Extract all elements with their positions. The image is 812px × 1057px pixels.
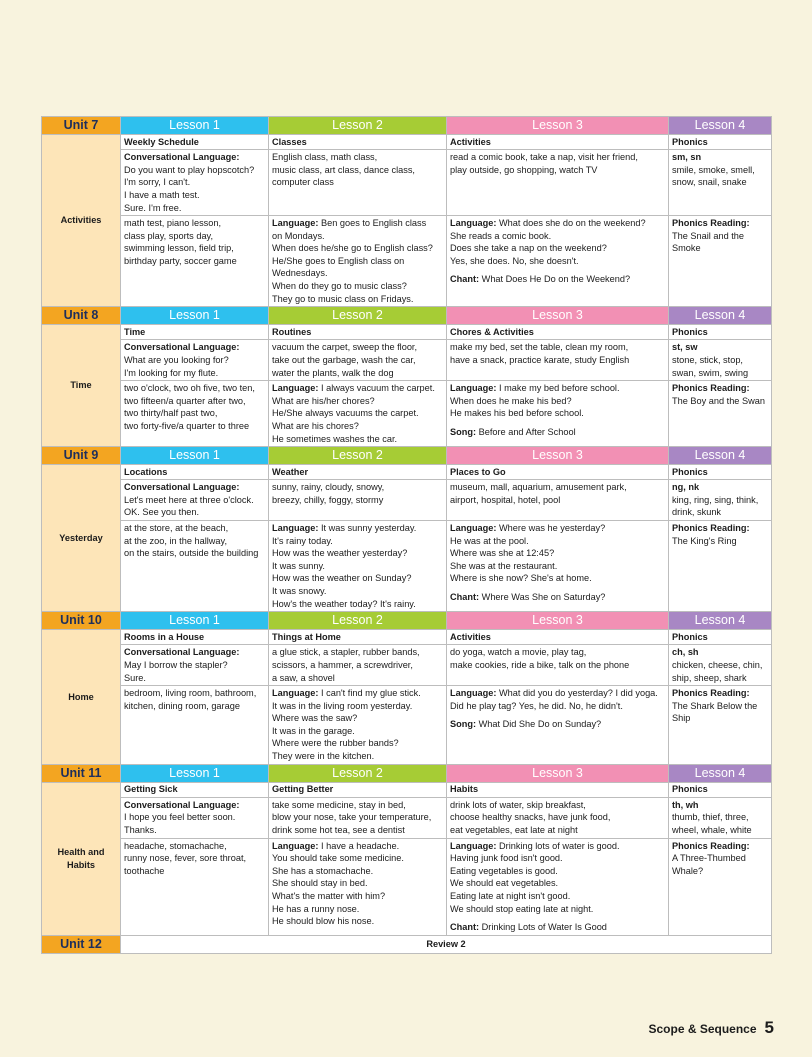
cell-line: Do you want to play hopscotch? — [124, 164, 255, 175]
lesson-header-4: Lesson 4 — [669, 307, 772, 325]
cell-line: Where is she now? She's at home. — [450, 573, 592, 584]
cell-heading: Conversational Language: — [124, 799, 240, 810]
cell-line: music class, art class, dance class, — [272, 164, 415, 175]
page-number: 5 — [764, 1018, 774, 1037]
lesson2-vocabulary — [269, 645, 447, 686]
lesson-header-1: Lesson 1 — [121, 307, 269, 325]
lesson3-language — [447, 381, 669, 447]
cell-line: Before and After School — [476, 426, 576, 437]
cell-heading: Language: — [272, 383, 319, 394]
cell-heading: Language: — [450, 523, 497, 534]
cell-heading: st, sw — [672, 342, 698, 353]
cell-heading: Conversational Language: — [124, 152, 240, 163]
cell-line: I'm looking for my flute. — [124, 367, 219, 378]
cell-line: What Did She Do on Sunday? — [476, 719, 602, 730]
table-body — [42, 117, 772, 954]
cell-heading: Chant: — [450, 592, 480, 602]
cell-line: water the plants, walk the dog — [272, 367, 394, 378]
lesson2-language — [269, 521, 447, 612]
cell-line: wheel, whale, white — [672, 824, 752, 835]
cell-line: He/She goes to English class on — [272, 255, 405, 266]
cell-line: He sometimes washes the car. — [272, 433, 398, 444]
cell-heading: Language: — [272, 840, 319, 851]
lesson-header-2: Lesson 2 — [269, 612, 447, 630]
cell-line: smile, smoke, smell, — [672, 164, 755, 175]
lesson-title: Phonics — [669, 782, 772, 797]
cell-line: What does she do on the weekend? — [496, 218, 646, 229]
lesson1-conversation — [121, 480, 269, 521]
cell-line: Eating vegetables is good. — [450, 865, 558, 876]
lesson-header-1: Lesson 1 — [121, 447, 269, 465]
cell-line: swan, swim, swing — [672, 367, 749, 378]
unit-theme: Yesterday — [42, 465, 121, 612]
lesson3-vocabulary — [447, 340, 669, 381]
cell-line: sunny, rainy, cloudy, snowy, — [272, 482, 385, 493]
content-row — [42, 480, 772, 521]
cell-line: breezy, chilly, foggy, stormy — [272, 494, 384, 505]
lesson3-language — [447, 686, 669, 765]
lesson-header-4: Lesson 4 — [669, 764, 772, 782]
cell-line: ship, sheep, shark — [672, 672, 747, 683]
cell-line: make cookies, ride a bike, talk on the phone — [450, 659, 630, 670]
cell-line: We should stop eating late at night. — [450, 903, 594, 914]
lesson2-language — [269, 686, 447, 765]
lesson3-language — [447, 216, 669, 307]
unit-label: Unit 10 — [42, 612, 121, 630]
cell-line: Ship — [672, 713, 691, 724]
cell-line: Where was he yesterday? — [496, 523, 606, 534]
content-row — [42, 340, 772, 381]
cell-line: I'm sorry, I can't. — [124, 177, 191, 188]
lesson4-phonics — [669, 645, 772, 686]
cell-line: Thanks. — [124, 824, 157, 835]
lesson1-vocabulary — [121, 216, 269, 307]
cell-line: runny nose, fever, sore throat, — [124, 853, 247, 864]
cell-line: It was sunny. — [272, 560, 325, 571]
cell-line: I can't find my glue stick. — [318, 688, 421, 699]
cell-line: Whale? — [672, 865, 704, 876]
unit-header-row — [42, 307, 772, 325]
cell-line: at the store, at the beach, — [124, 523, 229, 534]
cell-line: Where was the saw? — [272, 713, 358, 724]
cell-line: How was the weather yesterday? — [272, 548, 408, 559]
lesson1-vocabulary — [121, 381, 269, 447]
cell-line: The King's Ring — [672, 535, 737, 546]
cell-line: It was in the living room yesterday. — [272, 700, 413, 711]
cell-line: chicken, cheese, chin, — [672, 659, 763, 670]
cell-line: drink some hot tea, see a dentist — [272, 824, 405, 835]
cell-line: She should stay in bed. — [272, 878, 368, 889]
chant-or-song — [450, 273, 665, 286]
cell-heading: Phonics Reading: — [672, 523, 750, 534]
lesson-header-3: Lesson 3 — [447, 764, 669, 782]
lesson2-language — [269, 381, 447, 447]
unit-label: Unit 11 — [42, 764, 121, 782]
cell-line: I have a headache. — [318, 840, 400, 851]
unit-header-row — [42, 764, 772, 782]
cell-heading: Language: — [450, 840, 497, 851]
chant-or-song — [450, 718, 665, 731]
unit-label: Unit 7 — [42, 117, 121, 135]
cell-line: It was sunny yesterday. — [318, 523, 417, 534]
cell-line: eat vegetables, eat late at night — [450, 824, 578, 835]
cell-line: take out the garbage, wash the car, — [272, 354, 416, 365]
cell-line: museum, mall, aquarium, amusement park, — [450, 482, 627, 493]
lesson-header-3: Lesson 3 — [447, 117, 669, 135]
cell-line: She reads a comic book. — [450, 230, 552, 241]
cell-line: king, ring, sing, think, — [672, 494, 759, 505]
unit-label: Unit 8 — [42, 307, 121, 325]
lesson-title: Phonics — [669, 325, 772, 340]
cell-heading: Conversational Language: — [124, 342, 240, 353]
lesson2-language — [269, 838, 447, 935]
cell-line: May I borrow the stapler? — [124, 659, 228, 670]
lesson-header-3: Lesson 3 — [447, 307, 669, 325]
cell-line: Having junk food isn't good. — [450, 853, 563, 864]
lesson3-language — [447, 521, 669, 612]
lesson4-phonics-reading — [669, 216, 772, 307]
lesson-title: Places to Go — [447, 465, 669, 480]
footer-label: Scope & Sequence — [648, 1022, 757, 1036]
cell-heading: Song: — [450, 426, 477, 437]
cell-line: bedroom, living room, bathroom, — [124, 688, 257, 699]
cell-line: Where was she at 12:45? — [450, 548, 555, 559]
content-row — [42, 645, 772, 686]
cell-line: He should blow his nose. — [272, 916, 375, 927]
cell-heading: Conversational Language: — [124, 482, 240, 493]
cell-line: Sure. — [124, 672, 146, 683]
cell-line: vacuum the carpet, sweep the floor, — [272, 342, 418, 353]
cell-line: The Shark Below the — [672, 700, 758, 711]
content-row — [42, 150, 772, 216]
cell-line: Where were the rubber bands? — [272, 738, 399, 749]
cell-line: She was at the restaurant. — [450, 560, 558, 571]
unit-label: Unit 9 — [42, 447, 121, 465]
lesson-header-2: Lesson 2 — [269, 447, 447, 465]
lesson-title: Phonics — [669, 465, 772, 480]
lesson1-vocabulary — [121, 521, 269, 612]
cell-line: two forty-five/a quarter to three — [124, 420, 250, 431]
lesson-title-row — [42, 630, 772, 645]
lesson-title: Time — [121, 325, 269, 340]
unit-theme: Activities — [42, 135, 121, 307]
chant-or-song — [450, 591, 665, 604]
unit-theme: Time — [42, 325, 121, 447]
cell-line: She has a stomachache. — [272, 865, 374, 876]
cell-heading: Phonics Reading: — [672, 840, 750, 851]
cell-line: swimming lesson, field trip, — [124, 243, 234, 254]
cell-line: play outside, go shopping, watch TV — [450, 164, 598, 175]
lesson2-vocabulary — [269, 340, 447, 381]
cell-line: A Three-Thumbed — [672, 853, 746, 864]
lesson2-vocabulary — [269, 480, 447, 521]
cell-line: read a comic book, take a nap, visit her friend, — [450, 152, 638, 163]
lesson-header-1: Lesson 1 — [121, 764, 269, 782]
cell-line: Does she take a nap on the weekend? — [450, 243, 607, 254]
cell-line: He has a runny nose. — [272, 903, 360, 914]
lesson-header-2: Lesson 2 — [269, 307, 447, 325]
cell-line: on the stairs, outside the building — [124, 548, 259, 559]
unit-theme: Home — [42, 630, 121, 764]
cell-line: Wednesdays. — [272, 268, 328, 279]
lesson-title-row — [42, 135, 772, 150]
cell-heading: Chant: — [450, 274, 480, 285]
cell-line: have a snack, practice karate, study English — [450, 354, 630, 365]
cell-line: two o'clock, two oh five, two ten, — [124, 383, 255, 394]
lesson-title-row — [42, 782, 772, 797]
review-label: Review 2 — [121, 935, 772, 953]
lesson-title: Things at Home — [269, 630, 447, 645]
cell-line: What Does He Do on the Weekend? — [479, 274, 631, 285]
lesson2-language — [269, 216, 447, 307]
lesson4-phonics — [669, 797, 772, 838]
page-footer — [648, 1018, 774, 1038]
lesson4-phonics — [669, 340, 772, 381]
content-row — [42, 838, 772, 935]
cell-line: They go to music class on Fridays. — [272, 293, 414, 304]
chant-or-song — [450, 921, 665, 934]
cell-line: We should eat vegetables. — [450, 878, 559, 889]
cell-line: Sure. I'm free. — [124, 202, 182, 213]
cell-line: You should take some medicine. — [272, 853, 404, 864]
unit-label: Unit 12 — [42, 935, 121, 953]
cell-heading: Chant: — [450, 922, 480, 933]
cell-line: I always vacuum the carpet. — [318, 383, 435, 394]
cell-line: on Mondays. — [272, 230, 325, 241]
unit-header-row — [42, 447, 772, 465]
unit-header-row — [42, 612, 772, 630]
cell-line: birthday party, soccer game — [124, 255, 237, 266]
lesson2-vocabulary — [269, 150, 447, 216]
lesson-title: Getting Better — [269, 782, 447, 797]
lesson1-conversation — [121, 150, 269, 216]
cell-line: What are his/her chores? — [272, 395, 375, 406]
lesson4-phonics-reading — [669, 838, 772, 935]
lesson4-phonics-reading — [669, 381, 772, 447]
cell-line: thumb, thief, three, — [672, 812, 749, 823]
lesson-title: Weather — [269, 465, 447, 480]
cell-line: choose healthy snacks, have junk food, — [450, 812, 611, 823]
cell-line: math test, piano lesson, — [124, 218, 222, 229]
cell-line: make my bed, set the table, clean my room, — [450, 342, 629, 353]
unit-theme: Health and Habits — [42, 782, 121, 935]
lesson1-vocabulary — [121, 686, 269, 765]
cell-line: Where Was She on Saturday? — [479, 592, 606, 602]
lesson-title: Activities — [447, 630, 669, 645]
review-row — [42, 935, 772, 953]
cell-heading: Phonics Reading: — [672, 383, 750, 394]
cell-line: When does he/she go to English class? — [272, 243, 433, 254]
cell-line: two fifteen/a quarter after two, — [124, 395, 246, 406]
cell-line: How's the weather today? It's rainy. — [272, 598, 416, 609]
lesson-title: Getting Sick — [121, 782, 269, 797]
cell-line: I make my bed before school. — [496, 383, 620, 394]
unit-header-row — [42, 117, 772, 135]
lesson-header-3: Lesson 3 — [447, 612, 669, 630]
lesson-title: Locations — [121, 465, 269, 480]
cell-heading: th, wh — [672, 799, 699, 810]
lesson3-vocabulary — [447, 645, 669, 686]
cell-heading: Song: — [450, 719, 477, 730]
lesson1-conversation — [121, 340, 269, 381]
lesson2-vocabulary — [269, 797, 447, 838]
cell-line: What are you looking for? — [124, 354, 229, 365]
cell-line: What did you do yesterday? I did yoga. — [496, 688, 658, 699]
cell-line: Drinking lots of water is good. — [496, 840, 620, 851]
cell-line: Smoke — [672, 243, 701, 254]
cell-line: snow, snail, snake — [672, 177, 747, 188]
cell-line: When do they go to music class? — [272, 281, 407, 292]
cell-line: English class, math class, — [272, 152, 378, 163]
cell-line: It was in the garage. — [272, 725, 355, 736]
lesson-header-1: Lesson 1 — [121, 117, 269, 135]
lesson-title-row — [42, 325, 772, 340]
lesson1-conversation — [121, 645, 269, 686]
cell-line: The Boy and the Swan — [672, 395, 765, 406]
cell-heading: Language: — [450, 688, 497, 699]
cell-line: drink lots of water, skip breakfast, — [450, 799, 586, 810]
lesson3-language — [447, 838, 669, 935]
cell-heading: Language: — [450, 218, 497, 229]
cell-line: It was snowy. — [272, 586, 327, 596]
lesson3-vocabulary — [447, 480, 669, 521]
lesson-title: Routines — [269, 325, 447, 340]
cell-line: at the zoo, in the hallway, — [124, 535, 227, 546]
cell-line: Let's meet here at three o'clock. — [124, 494, 254, 505]
cell-line: He makes his bed before school. — [450, 408, 584, 419]
content-row — [42, 797, 772, 838]
cell-line: kitchen, dining room, garage — [124, 700, 240, 711]
lesson-header-3: Lesson 3 — [447, 447, 669, 465]
cell-heading: Conversational Language: — [124, 647, 240, 658]
lesson1-conversation — [121, 797, 269, 838]
cell-line: a saw, a shovel — [272, 672, 335, 683]
cell-line: scissors, a hammer, a screwdriver, — [272, 659, 413, 670]
cell-line: When does he make his bed? — [450, 395, 572, 406]
cell-line: two thirty/half past two, — [124, 408, 218, 419]
cell-line: Eating late at night isn't good. — [450, 890, 571, 901]
cell-line: He/She always vacuums the carpet. — [272, 408, 419, 419]
content-row — [42, 381, 772, 447]
cell-heading: Language: — [450, 383, 497, 394]
cell-heading: Phonics Reading: — [672, 218, 750, 229]
lesson-header-2: Lesson 2 — [269, 764, 447, 782]
lesson-title: Phonics — [669, 630, 772, 645]
lesson-header-4: Lesson 4 — [669, 117, 772, 135]
cell-line: take some medicine, stay in bed, — [272, 799, 406, 810]
cell-line: It's rainy today. — [272, 535, 333, 546]
cell-line: a glue stick, a stapler, rubber bands, — [272, 647, 420, 658]
cell-line: I have a math test. — [124, 189, 200, 200]
lesson-title: Rooms in a House — [121, 630, 269, 645]
lesson4-phonics-reading — [669, 686, 772, 765]
lesson-title: Habits — [447, 782, 669, 797]
cell-line: He was at the pool. — [450, 535, 529, 546]
cell-line: How was the weather on Sunday? — [272, 573, 412, 584]
lesson-header-4: Lesson 4 — [669, 447, 772, 465]
cell-line: stone, stick, stop, — [672, 354, 743, 365]
scope-sequence-table — [41, 116, 772, 954]
cell-line: Ben goes to English class — [318, 218, 427, 229]
lesson-title-row — [42, 465, 772, 480]
cell-heading: ch, sh — [672, 647, 699, 658]
cell-line: computer class — [272, 177, 334, 188]
cell-line: blow your nose, take your temperature, — [272, 812, 432, 823]
lesson-header-4: Lesson 4 — [669, 612, 772, 630]
cell-line: Yes, she does. No, she doesn't. — [450, 255, 579, 266]
lesson-title: Weekly Schedule — [121, 135, 269, 150]
lesson-title: Activities — [447, 135, 669, 150]
lesson4-phonics — [669, 480, 772, 521]
cell-line: I hope you feel better soon. — [124, 812, 236, 823]
lesson4-phonics-reading — [669, 521, 772, 612]
lesson-header-2: Lesson 2 — [269, 117, 447, 135]
content-row — [42, 521, 772, 612]
cell-heading: sm, sn — [672, 152, 702, 163]
lesson1-vocabulary — [121, 838, 269, 935]
lesson4-phonics — [669, 150, 772, 216]
cell-line: Did he play tag? Yes, he did. No, he didn't. — [450, 700, 623, 711]
cell-line: headache, stomachache, — [124, 840, 227, 851]
cell-line: toothache — [124, 865, 165, 876]
lesson-title: Phonics — [669, 135, 772, 150]
content-row — [42, 686, 772, 765]
lesson-title: Classes — [269, 135, 447, 150]
cell-heading: ng, nk — [672, 482, 700, 493]
cell-line: OK. See you then. — [124, 507, 200, 518]
cell-line: drink, skunk — [672, 507, 722, 518]
cell-line: do yoga, watch a movie, play tag, — [450, 647, 587, 658]
cell-line: The Snail and the — [672, 230, 745, 241]
cell-line: They were in the kitchen. — [272, 751, 375, 762]
lesson3-vocabulary — [447, 150, 669, 216]
cell-line: Drinking Lots of Water Is Good — [479, 922, 607, 933]
cell-heading: Language: — [272, 523, 319, 534]
lesson3-vocabulary — [447, 797, 669, 838]
cell-heading: Language: — [272, 218, 319, 229]
chant-or-song — [450, 426, 665, 439]
cell-heading: Phonics Reading: — [672, 688, 750, 699]
cell-line: What are his chores? — [272, 420, 359, 431]
lesson-header-1: Lesson 1 — [121, 612, 269, 630]
cell-heading: Language: — [272, 688, 319, 699]
content-row — [42, 216, 772, 307]
lesson-title: Chores & Activities — [447, 325, 669, 340]
cell-line: class play, sports day, — [124, 230, 214, 241]
cell-line: airport, hospital, hotel, pool — [450, 494, 561, 505]
cell-line: What's the matter with him? — [272, 890, 386, 901]
